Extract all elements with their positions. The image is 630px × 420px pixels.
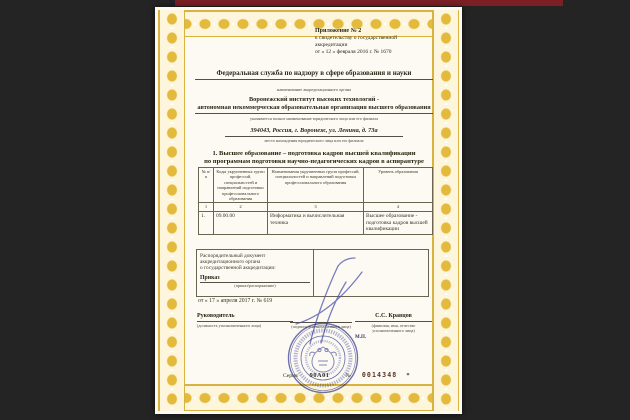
row-num-cell: 1.: [199, 212, 214, 235]
numbering-cell: 1: [199, 203, 214, 212]
header-cell-num: № п/п: [199, 168, 214, 203]
official-round-stamp: [285, 320, 361, 396]
seal-place-mark: М.П.: [355, 335, 367, 340]
numbering-cell: 4: [364, 203, 433, 212]
name-caption-line1: (фамилия, имя, отчество: [371, 322, 416, 328]
order-line: Распорядительный документ: [200, 252, 266, 259]
appendix-ref-line: к свидетельству о государственной: [315, 35, 398, 41]
gold-border-left: [158, 10, 185, 411]
double-headed-eagle-emblem: [310, 347, 337, 372]
signature-position-column: [197, 313, 293, 328]
appendix-reference-block: [315, 28, 427, 56]
table-header-row: [199, 168, 433, 203]
signer-position: Руководитель: [197, 313, 293, 322]
order-date-line: от « 17 » апреля 2017 г. № 619: [198, 298, 273, 304]
appendix-ref-line: аккредитации: [315, 42, 348, 48]
sign-caption: (подпись уполномоченного лица): [291, 323, 351, 329]
address-caption: место нахождения юридического лица или его филиала: [264, 138, 364, 143]
header-cell-codes: Коды укрупненных групп профессий, специальностей и направлений подготовки профессионального образования: [214, 168, 268, 203]
header-cell-names: Наименования укрупненных групп профессий, специальностей и направлений подготовки профессионального образования: [268, 168, 364, 203]
organization-address: 394043, Россия, г. Воронеж, ул. Ленина, д. 73а: [225, 127, 403, 137]
order-line: аккредитационного органа: [200, 258, 261, 265]
row-code-cell: 09.00.00: [214, 212, 268, 235]
table-numbering-row: [199, 203, 433, 212]
organization-name-line2: автономная некоммерческая образовательная организация высшего образования: [195, 104, 433, 114]
serial-number: 0014348: [361, 371, 398, 379]
section-title-line2: по программам подготовки научно-педагогических кадров в аспирантуре: [204, 157, 424, 165]
signer-name: С.С. Кравцов: [355, 313, 432, 322]
serial-asterisk: *: [406, 372, 410, 379]
order-line: о государственной аккредитации:: [200, 264, 276, 271]
numbering-cell: 2: [214, 203, 268, 212]
order-doc-type-caption: (приказ/распоряжение): [234, 283, 276, 289]
accrediting-authority-name: Федеральная служба по надзору в сфере образования и науки: [195, 69, 433, 80]
order-doc-type: Приказ: [200, 275, 310, 283]
folder-edge-strip: [175, 0, 563, 6]
accreditation-certificate-appendix: [155, 7, 462, 414]
section-title: [191, 150, 437, 165]
table-row: [199, 212, 433, 235]
programs-table: [198, 167, 433, 235]
row-name-cell: Информатика и вычислительная техника: [268, 212, 364, 235]
header-cell-level: Уровень образования: [364, 168, 433, 203]
appendix-date-number: от « 12 » февраля 2016 г. № 1670: [315, 49, 392, 55]
position-caption: (должность уполномоченного лица): [197, 322, 262, 328]
serial-number-sign: №: [345, 373, 351, 379]
serial-series: 90А01: [309, 372, 330, 379]
serial-label: Серия: [283, 373, 298, 379]
organization-name-line1: Воронежский институт высоких технологий -: [248, 96, 380, 103]
serial-number-line: [283, 371, 410, 379]
section-title-line1: 1. Высшее образование – подготовка кадров высшей квалификации: [212, 150, 416, 157]
name-caption-line2: уполномоченного лица): [372, 327, 415, 333]
gold-border-right: [432, 10, 459, 411]
row-level-cell: Высшее образование - подготовка кадров высшей квалификации: [364, 212, 433, 235]
organization-caption: указывается полное наименование юридического лица или его филиала: [249, 116, 379, 121]
appendix-number: Приложение № 2: [315, 28, 362, 34]
authority-caption: наименование аккредитационного органа: [276, 87, 352, 92]
numbering-cell: 3: [268, 203, 364, 212]
